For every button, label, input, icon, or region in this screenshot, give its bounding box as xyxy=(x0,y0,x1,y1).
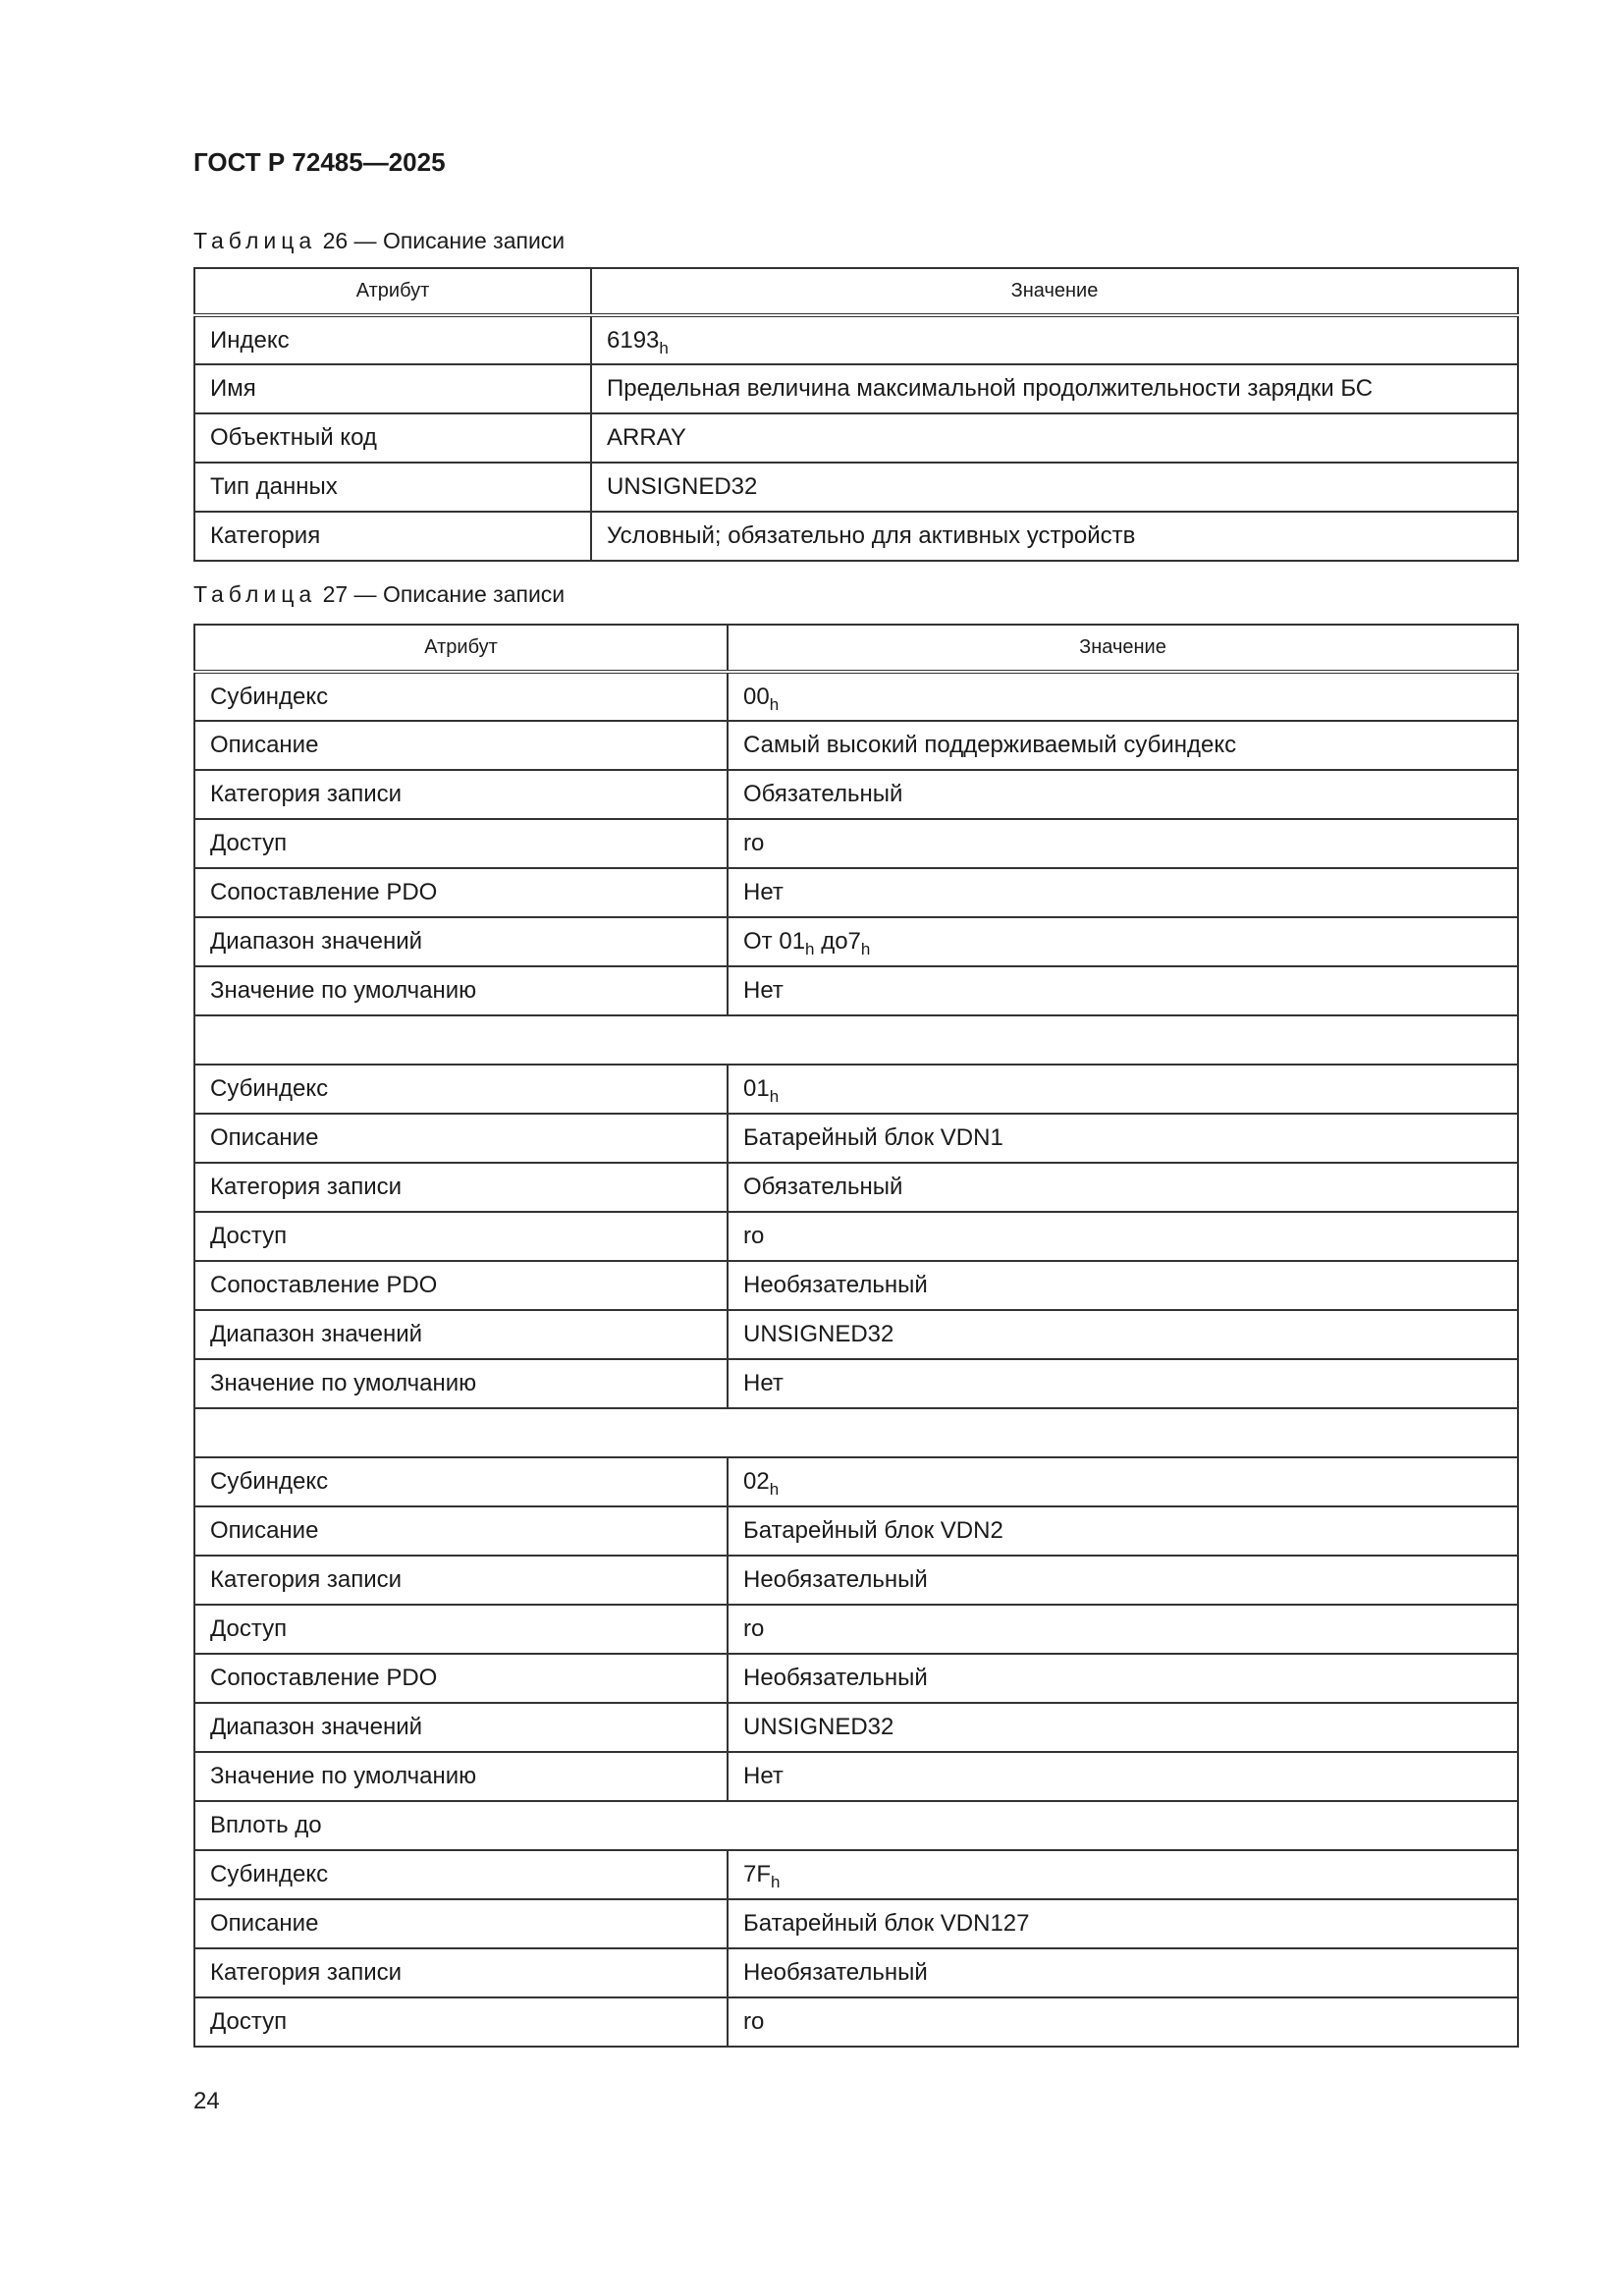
attribute-cell: Сопоставление PDO xyxy=(194,1261,728,1310)
value-subscript: h xyxy=(769,694,780,714)
table-row xyxy=(194,1015,1518,1065)
caption-text: 26 — Описание записи xyxy=(322,228,566,253)
table-row xyxy=(194,966,1518,1015)
value-subscript: h xyxy=(769,1087,780,1106)
table-row xyxy=(194,1408,1518,1457)
value-cell xyxy=(591,512,1518,561)
column-header-attribute: Атрибут xyxy=(194,625,728,672)
attribute-cell: Субиндекс xyxy=(194,1457,728,1506)
value-text: Необязательный xyxy=(743,1272,928,1298)
value-text: 01 xyxy=(743,1075,770,1102)
table-row xyxy=(194,1359,1518,1408)
value-cell xyxy=(591,413,1518,463)
value-text: Нет xyxy=(743,977,784,1004)
attribute-cell: Категория xyxy=(194,512,591,561)
table-header-row xyxy=(194,625,1518,672)
attribute-cell: Категория записи xyxy=(194,1163,728,1212)
range-from-sub: h xyxy=(805,940,815,958)
value-text: Нет xyxy=(743,1763,784,1789)
value-text: ro xyxy=(743,1615,765,1642)
table-row xyxy=(194,512,1518,561)
value-text: 6193 xyxy=(607,326,660,354)
attribute-cell: Субиндекс xyxy=(194,1850,728,1899)
value-cell xyxy=(728,1899,1518,1948)
table-row xyxy=(194,1948,1518,1997)
spanning-cell: Вплоть до xyxy=(194,1801,1518,1850)
attribute-cell: Описание xyxy=(194,1114,728,1163)
value-cell xyxy=(728,1948,1518,1997)
value-cell xyxy=(728,819,1518,868)
attribute-cell: Тип данных xyxy=(194,463,591,512)
value-cell xyxy=(728,1654,1518,1703)
attribute-cell: Доступ xyxy=(194,1997,728,2047)
value-text: UNSIGNED32 xyxy=(607,473,758,500)
table-row xyxy=(194,1212,1518,1261)
value-text: Необязательный xyxy=(743,1665,928,1691)
value-cell xyxy=(728,917,1518,966)
table-26 xyxy=(193,267,1519,562)
table-row xyxy=(194,1506,1518,1556)
table-27-caption xyxy=(193,581,565,608)
table-row xyxy=(194,1801,1518,1850)
column-header-value: Значение xyxy=(728,625,1518,672)
caption-word: Таблица xyxy=(193,228,317,253)
table-row xyxy=(194,1899,1518,1948)
value-text: 02 xyxy=(743,1468,770,1495)
table-row xyxy=(194,770,1518,819)
value-cell xyxy=(728,1065,1518,1114)
table-row xyxy=(194,1997,1518,2047)
table-row xyxy=(194,413,1518,463)
table-row xyxy=(194,1752,1518,1801)
table-row xyxy=(194,1261,1518,1310)
attribute-cell: Диапазон значений xyxy=(194,1703,728,1752)
table-row xyxy=(194,819,1518,868)
value-cell xyxy=(728,770,1518,819)
value-cell xyxy=(728,868,1518,917)
attribute-cell: Значение по умолчанию xyxy=(194,1752,728,1801)
value-cell xyxy=(591,315,1518,364)
value-text: Необязательный xyxy=(743,1566,928,1593)
attribute-cell: Имя xyxy=(194,364,591,413)
range-from: 01 xyxy=(779,928,806,955)
table-row xyxy=(194,721,1518,770)
value-text: UNSIGNED32 xyxy=(743,1321,894,1347)
table-row xyxy=(194,1850,1518,1899)
table-27 xyxy=(193,624,1519,2048)
table-row xyxy=(194,868,1518,917)
attribute-cell: Диапазон значений xyxy=(194,1310,728,1359)
value-text: Батарейный блок VDN2 xyxy=(743,1517,1003,1544)
table-header-row xyxy=(194,268,1518,315)
value-cell xyxy=(728,1114,1518,1163)
column-header-attribute: Атрибут xyxy=(194,268,591,315)
page-number: 24 xyxy=(193,2088,220,2114)
value-text: Предельная величина максимальной продолжительности зарядки БС xyxy=(607,375,1374,402)
value-text: Необязательный xyxy=(743,1959,928,1986)
value-cell xyxy=(728,1310,1518,1359)
range-to-sub: h xyxy=(860,940,871,958)
value-cell xyxy=(728,1359,1518,1408)
table-row xyxy=(194,1114,1518,1163)
table-row xyxy=(194,315,1518,364)
value-text: Самый высокий поддерживаемый субиндекс xyxy=(743,732,1237,758)
value-text: Условный; обязательно для активных устройств xyxy=(607,522,1136,549)
value-cell xyxy=(728,1703,1518,1752)
attribute-cell: Доступ xyxy=(194,1605,728,1654)
value-cell xyxy=(591,364,1518,413)
value-cell xyxy=(591,463,1518,512)
table-row xyxy=(194,1457,1518,1506)
attribute-cell: Описание xyxy=(194,721,728,770)
caption-word: Таблица xyxy=(193,581,317,607)
attribute-cell: Индекс xyxy=(194,315,591,364)
value-subscript: h xyxy=(771,1873,781,1891)
table-row xyxy=(194,1605,1518,1654)
value-text: Обязательный xyxy=(743,1174,903,1200)
table-row xyxy=(194,1310,1518,1359)
attribute-cell: Сопоставление PDO xyxy=(194,868,728,917)
attribute-cell: Значение по умолчанию xyxy=(194,1359,728,1408)
table-row xyxy=(194,672,1518,721)
attribute-cell: Категория записи xyxy=(194,1556,728,1605)
column-header-value: Значение xyxy=(591,268,1518,315)
attribute-cell: Категория записи xyxy=(194,1948,728,1997)
value-cell xyxy=(728,966,1518,1015)
value-text: Батарейный блок VDN1 xyxy=(743,1124,1003,1151)
value-text: Нет xyxy=(743,1370,784,1396)
value-text: UNSIGNED32 xyxy=(743,1714,894,1740)
value-cell xyxy=(728,1752,1518,1801)
value-text: Нет xyxy=(743,879,784,905)
attribute-cell: Субиндекс xyxy=(194,1065,728,1114)
attribute-cell: Значение по умолчанию xyxy=(194,966,728,1015)
table-26-caption xyxy=(193,228,565,254)
value-text: 00 xyxy=(743,683,770,710)
value-subscript: h xyxy=(769,1480,780,1499)
value-text: ro xyxy=(743,2008,765,2035)
value-cell xyxy=(728,672,1518,721)
value-cell xyxy=(728,721,1518,770)
table-row xyxy=(194,1556,1518,1605)
table-row xyxy=(194,463,1518,512)
value-cell xyxy=(728,1163,1518,1212)
attribute-cell: Субиндекс xyxy=(194,672,728,721)
spanning-cell xyxy=(194,1408,1518,1457)
value-cell xyxy=(728,1556,1518,1605)
page-header: ГОСТ Р 72485—2025 xyxy=(193,147,446,177)
attribute-cell: Категория записи xyxy=(194,770,728,819)
value-cell xyxy=(728,1997,1518,2047)
table-row xyxy=(194,917,1518,966)
table-row xyxy=(194,1065,1518,1114)
table-row xyxy=(194,364,1518,413)
value-text: ro xyxy=(743,830,765,856)
value-cell xyxy=(728,1212,1518,1261)
value-text: ro xyxy=(743,1223,765,1249)
value-cell xyxy=(728,1605,1518,1654)
value-text: ARRAY xyxy=(607,424,686,451)
range-to-word: до xyxy=(821,928,848,955)
attribute-cell: Диапазон значений xyxy=(194,917,728,966)
attribute-cell: Сопоставление PDO xyxy=(194,1654,728,1703)
value-subscript: h xyxy=(659,338,669,357)
attribute-cell: Объектный код xyxy=(194,413,591,463)
attribute-cell: Доступ xyxy=(194,819,728,868)
table-row xyxy=(194,1163,1518,1212)
value-cell xyxy=(728,1457,1518,1506)
attribute-cell: Описание xyxy=(194,1899,728,1948)
attribute-cell: Доступ xyxy=(194,1212,728,1261)
range-to: 7 xyxy=(847,928,861,955)
value-cell xyxy=(728,1261,1518,1310)
value-cell xyxy=(728,1506,1518,1556)
value-cell xyxy=(728,1850,1518,1899)
value-text: Обязательный xyxy=(743,781,903,807)
table-row xyxy=(194,1703,1518,1752)
value-text: Батарейный блок VDN127 xyxy=(743,1910,1030,1937)
table-row xyxy=(194,1654,1518,1703)
spanning-cell xyxy=(194,1015,1518,1065)
caption-text: 27 — Описание записи xyxy=(322,581,566,607)
value-text: 7F xyxy=(743,1861,772,1887)
range-from-word: От xyxy=(743,928,773,955)
attribute-cell: Описание xyxy=(194,1506,728,1556)
